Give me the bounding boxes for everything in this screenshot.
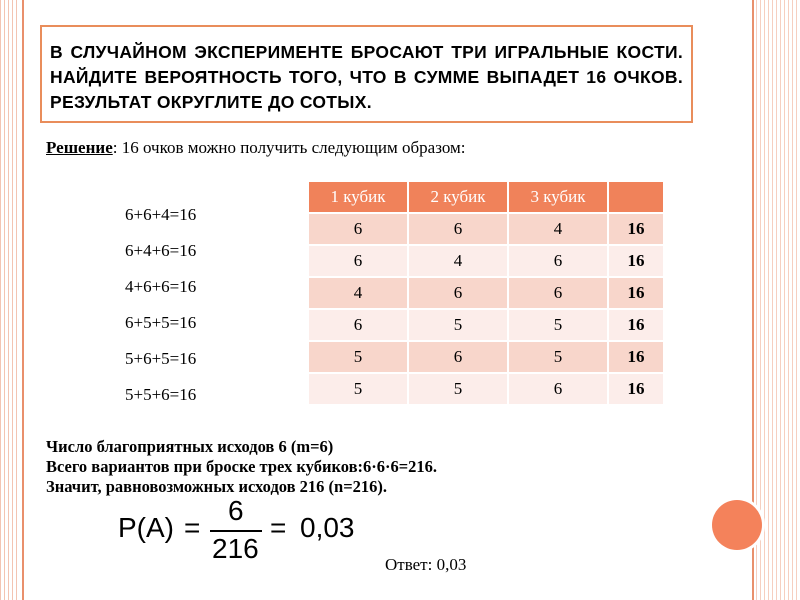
sum-item: 6+6+4=16 [125, 205, 197, 224]
dice-table [307, 180, 665, 406]
table-cell: 6 [508, 245, 608, 277]
sum-item: 6+5+5=16 [125, 313, 197, 332]
table-cell: 4 [408, 245, 508, 277]
header-cell: 1 кубик [308, 181, 408, 213]
left-divider-line [22, 0, 24, 600]
solution-label: Решение [46, 138, 113, 157]
solution-colon: : [112, 138, 118, 157]
header-cell: 2 кубик [408, 181, 508, 213]
table-cell: 6 [408, 277, 508, 309]
sum-item: 6+4+6=16 [125, 241, 197, 260]
total-variants-line: Всего вариантов при броске трех кубиков:6·6·6=216. [46, 457, 438, 476]
formula-numerator: 6 [228, 495, 244, 526]
table-cell: 6 [308, 309, 408, 341]
table-row [308, 277, 664, 309]
table-cell: 16 [608, 309, 664, 341]
table-cell: 5 [508, 341, 608, 373]
header-cell [608, 181, 664, 213]
outcome-counts [46, 437, 437, 497]
header-cell: 3 кубик [508, 181, 608, 213]
sum-item: 5+6+5=16 [125, 349, 197, 368]
formula-lhs: P(A) [118, 512, 174, 543]
sum-item: 5+5+6=16 [125, 385, 197, 404]
answer: Ответ: 0,03 [385, 555, 467, 574]
table-cell: 4 [308, 277, 408, 309]
table-cell: 16 [608, 245, 664, 277]
task-text: В СЛУЧАЙНОМ ЭКСПЕРИМЕНТЕ БРОСАЮТ ТРИ ИГРАЛЬНЫЕ КОСТИ. НАЙДИТЕ ВЕРОЯТНОСТЬ ТОГО, ЧТО В СУММЕ ВЫПАДЕТ 16 ОЧКОВ. РЕЗУЛЬТАТ ОКРУГЛИТЕ ДО СОТЫХ. [50, 42, 683, 112]
decorative-circle [712, 500, 762, 550]
table-cell: 5 [408, 373, 508, 405]
fraction-bar [210, 530, 262, 532]
table-cell: 6 [408, 341, 508, 373]
solution-intro [46, 138, 466, 158]
table-cell: 6 [408, 213, 508, 245]
table-row [308, 213, 664, 245]
formula-result: 0,03 [300, 512, 355, 543]
table-cell: 6 [308, 245, 408, 277]
sum-item: 4+6+6=16 [125, 277, 197, 296]
table-cell: 6 [508, 277, 608, 309]
table-cell: 5 [308, 341, 408, 373]
equiprobable-line: Значит, равновозможных исходов 216 (n=216). [46, 477, 387, 496]
table-cell: 16 [608, 341, 664, 373]
solution-text: 16 очков можно получить следующим образом: [117, 138, 466, 157]
formula-denominator: 216 [212, 533, 259, 564]
favorable-count-line: Число благоприятных исходов 6 (m=6) [46, 437, 334, 456]
table-row [308, 341, 664, 373]
formula-equals-1: = [184, 512, 201, 543]
formula-equals-2: = [270, 512, 287, 543]
right-decorative-stripes [752, 0, 800, 600]
table-header-row [308, 181, 664, 213]
table-cell: 16 [608, 373, 664, 405]
table-row [308, 245, 664, 277]
table-cell: 6 [308, 213, 408, 245]
table-cell: 4 [508, 213, 608, 245]
table-row [308, 309, 664, 341]
table-cell: 5 [308, 373, 408, 405]
sum-list [125, 197, 265, 413]
table-cell: 6 [508, 373, 608, 405]
table-cell: 16 [608, 277, 664, 309]
task-statement [40, 25, 693, 123]
table-cell: 5 [408, 309, 508, 341]
table-row [308, 373, 664, 405]
table-cell: 16 [608, 213, 664, 245]
left-decorative-stripes [0, 0, 20, 600]
table-cell: 5 [508, 309, 608, 341]
